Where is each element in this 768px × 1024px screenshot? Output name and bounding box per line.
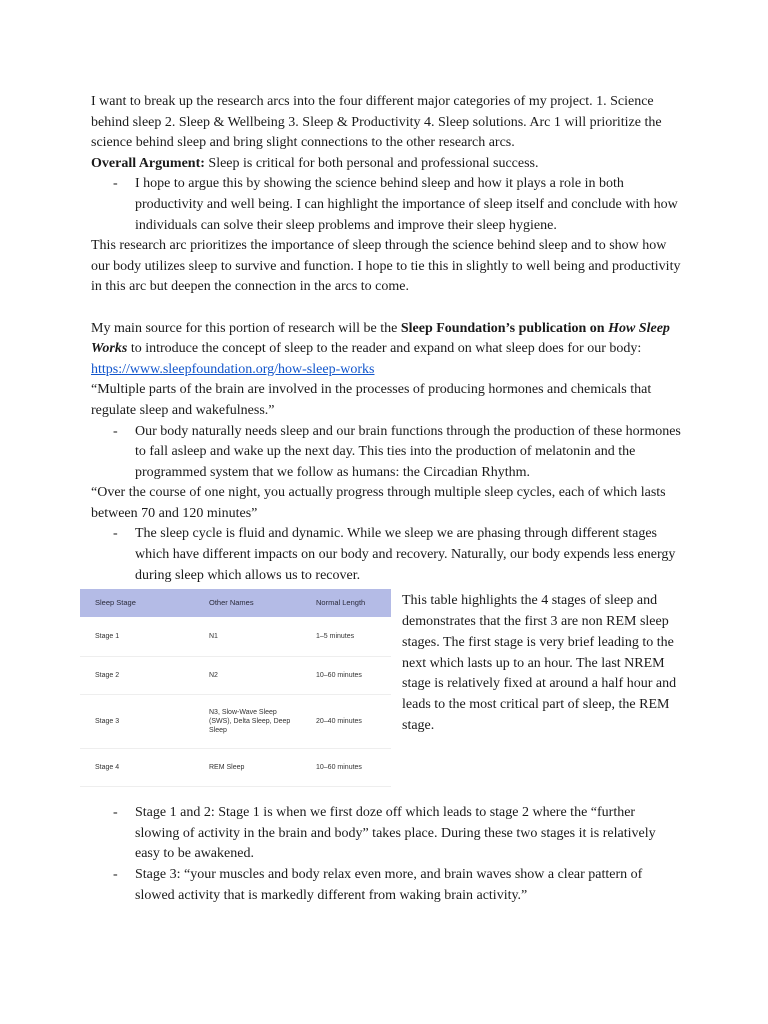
table-row	[80, 749, 391, 787]
table-row	[80, 657, 391, 695]
table-cell: Stage 4	[80, 749, 194, 787]
table-cell: N3, Slow-Wave Sleep (SWS), Delta Sleep, Deep Sleep	[194, 695, 301, 749]
table-cell: 20–40 minutes	[301, 695, 391, 749]
bullet-text: Stage 1 and 2: Stage 1 is when we first doze off which leads to stage 2 where the “further slowing of activity in the brain and body” takes place. During these two stages it is relatively easy to be awakened.	[135, 805, 656, 862]
table-header-cell: Normal Length	[301, 589, 391, 617]
bullet-item	[91, 174, 681, 236]
source-intro: My main source for this portion of research will be the	[91, 320, 401, 336]
table-cell: N1	[194, 617, 301, 657]
table-cell: 10–60 minutes	[301, 657, 391, 695]
bullet-dash: -	[113, 423, 118, 439]
table-header-cell: Other Names	[194, 589, 301, 617]
table-cell: N2	[194, 657, 301, 695]
overall-argument	[91, 154, 681, 175]
bullet-item	[91, 422, 681, 484]
bullet-text: The sleep cycle is fluid and dynamic. While we sleep we are phasing through different stages which have different impacts on our body and recovery. Naturally, our body expends less energy during sleep which allows us to recover.	[135, 526, 676, 583]
source-link[interactable]: https://www.sleepfoundation.org/how-sleep-works	[91, 361, 375, 377]
bullet-text: Our body naturally needs sleep and our brain functions through the production of these hormones to fall asleep and wake up the next day. This ties into the production of melatonin and the programmed system that we follow as humans: the Circadian Rhythm.	[135, 423, 681, 480]
source-title-italic: How Sleep Works	[91, 320, 670, 357]
source-paragraph	[91, 319, 681, 381]
bullet-item	[91, 524, 681, 586]
sleep-stage-table	[80, 589, 391, 787]
bullet-item	[91, 865, 681, 906]
table-cell: REM Sleep	[194, 749, 301, 787]
document-page	[91, 92, 681, 906]
table-cell: 1–5 minutes	[301, 617, 391, 657]
quote-1: “Multiple parts of the brain are involved in the processes of producing hormones and chemicals that regulate sleep and wakefulness.”	[91, 382, 652, 418]
table-cell: Stage 2	[80, 657, 194, 695]
table-cell: 10–60 minutes	[301, 749, 391, 787]
intro-paragraph: I want to break up the research arcs into the four different major categories of my project. 1. Science behind sleep 2. Sleep & Wellbeing 3. Sleep & Productivity 4. Sleep solutions. Arc 1 will prioritize the science behind sleep and bring slight connections to the other research arcs.	[91, 94, 662, 151]
overall-argument-label: Overall Argument:	[91, 155, 205, 171]
bullet-text: Stage 3: “your muscles and body relax even more, and brain waves show a clear pattern of slowed activity that is markedly different from waking brain activity.”	[135, 867, 643, 903]
overall-argument-text: Sleep is critical for both personal and professional success.	[204, 155, 539, 171]
bullet-dash: -	[113, 176, 118, 192]
bullet-dash: -	[113, 526, 118, 542]
source-title: Sleep Foundation’s publication on How Sleep Works	[91, 320, 670, 357]
table-header-cell: Sleep Stage	[80, 589, 194, 617]
bullet-dash: -	[113, 867, 118, 883]
table-cell: Stage 1	[80, 617, 194, 657]
table-row	[80, 695, 391, 749]
arc-paragraph: This research arc prioritizes the importance of sleep through the science behind sleep and to show how our body utilizes sleep to survive and function. I hope to tie this in slightly to well being and productivity in this arc but deepen the connection in the arcs to come.	[91, 238, 681, 295]
table-section	[91, 589, 681, 793]
table-caption: This table highlights the 4 stages of sleep and demonstrates that the first 3 are non REM sleep stages. The first stage is very brief leading to the next which lasts up to an hour. The last NREM stage is relatively fixed at around a half hour and leads to the most critical part of sleep, the REM stage.	[402, 593, 677, 734]
quote-2: “Over the course of one night, you actually progress through multiple sleep cycles, each of which lasts between 70 and 120 minutes”	[91, 485, 666, 521]
bullet-text: I hope to argue this by showing the science behind sleep and how it plays a role in both productivity and well being. I can highlight the importance of sleep itself and conclude with how individuals can solve their sleep problems and improve their sleep hygiene.	[135, 176, 678, 233]
source-description: to introduce the concept of sleep to the reader and expand on what sleep does for our body:	[127, 341, 642, 357]
table-cell: Stage 3	[80, 695, 194, 749]
bullet-item	[91, 803, 681, 865]
table-header-row	[80, 589, 391, 617]
bullet-dash: -	[113, 805, 118, 821]
table-row	[80, 617, 391, 657]
